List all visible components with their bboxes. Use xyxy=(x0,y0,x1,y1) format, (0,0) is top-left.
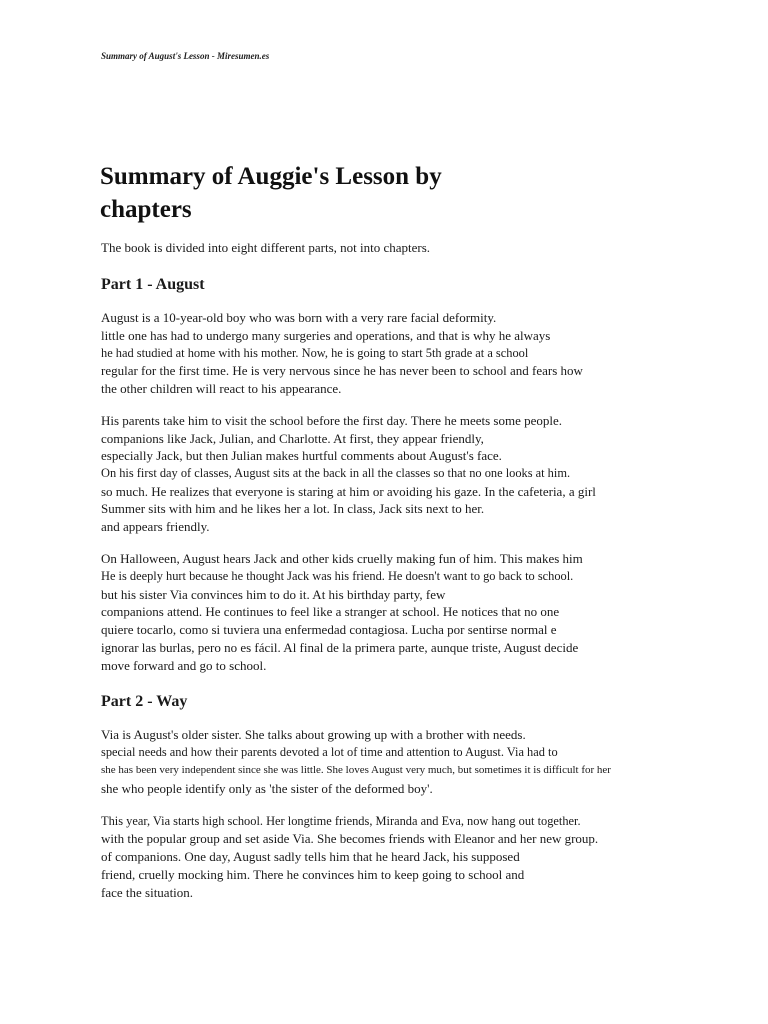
title-line-2: chapters xyxy=(100,196,192,223)
text-line: but his sister Via convinces him to do it. At his birthday party, few xyxy=(101,587,446,602)
text-line: move forward and go to school. xyxy=(101,658,267,673)
document-title xyxy=(100,160,442,226)
text-line: companions like Jack, Julian, and Charlotte. At first, they appear friendly, xyxy=(101,431,484,446)
text-line: This year, Via starts high school. Her longtime friends, Miranda and Eva, now hang out together. xyxy=(101,814,581,828)
text-line: she has been very independent since she was little. She loves August very much, but sometimes it is difficult for her xyxy=(101,764,611,776)
text-line: companions attend. He continues to feel like a stranger at school. He notices that no one xyxy=(101,604,560,619)
text-line: On Halloween, August hears Jack and other kids cruelly making fun of him. This makes him xyxy=(101,551,583,566)
text-line: friend, cruelly mocking him. There he convinces him to keep going to school and xyxy=(101,867,525,882)
text-line: and appears friendly. xyxy=(101,519,210,534)
title-line-1: Summary of Auggie's Lesson by xyxy=(100,163,442,190)
text-line: with the popular group and set aside Via. She becomes friends with Eleanor and her new group. xyxy=(101,831,599,846)
text-line: little one has had to undergo many surgeries and operations, and that is why he always xyxy=(101,328,551,343)
text-line: Via is August's older sister. She talks about growing up with a brother with needs. xyxy=(101,727,526,742)
text-line: August is a 10-year-old boy who was born with a very rare facial deformity. xyxy=(101,310,497,325)
text-line: especially Jack, but then Julian makes hurtful comments about August's face. xyxy=(101,448,502,463)
text-line: He is deeply hurt because he thought Jack was his friend. He doesn't want to go back to school. xyxy=(101,569,574,583)
part2-heading: Part 2 - Way xyxy=(101,693,188,710)
text-line: she who people identify only as 'the sister of the deformed boy'. xyxy=(101,781,433,796)
text-line: the other children will react to his appearance. xyxy=(101,381,342,396)
text-line: of companions. One day, August sadly tells him that he heard Jack, his supposed xyxy=(101,849,520,864)
text-line: quiere tocarlo, como si tuviera una enfermedad contagiosa. Lucha por sentirse normal e xyxy=(101,622,557,637)
text-line: Summer sits with him and he likes her a lot. In class, Jack sits next to her. xyxy=(101,501,485,516)
text-line: ignorar las burlas, pero no es fácil. Al final de la primera parte, aunque triste, August decide xyxy=(101,640,579,655)
text-line: special needs and how their parents devoted a lot of time and attention to August. Via had to xyxy=(101,745,558,759)
text-line: regular for the first time. He is very nervous since he has never been to school and fears how xyxy=(101,363,583,378)
text-line: His parents take him to visit the school before the first day. There he meets some people. xyxy=(101,413,563,428)
text-line: so much. He realizes that everyone is staring at him or avoiding his gaze. In the cafeteria, a girl xyxy=(101,484,596,499)
part1-heading: Part 1 - August xyxy=(101,276,205,293)
text-line: face the situation. xyxy=(101,885,194,900)
intro-text: The book is divided into eight different parts, not into chapters. xyxy=(101,240,431,255)
text-line: he had studied at home with his mother. Now, he is going to start 5th grade at a school xyxy=(101,346,529,360)
running-header: Summary of August's Lesson - Miresumen.es xyxy=(101,51,270,61)
text-line: On his first day of classes, August sits at the back in all the classes so that no one looks at him. xyxy=(101,466,571,480)
